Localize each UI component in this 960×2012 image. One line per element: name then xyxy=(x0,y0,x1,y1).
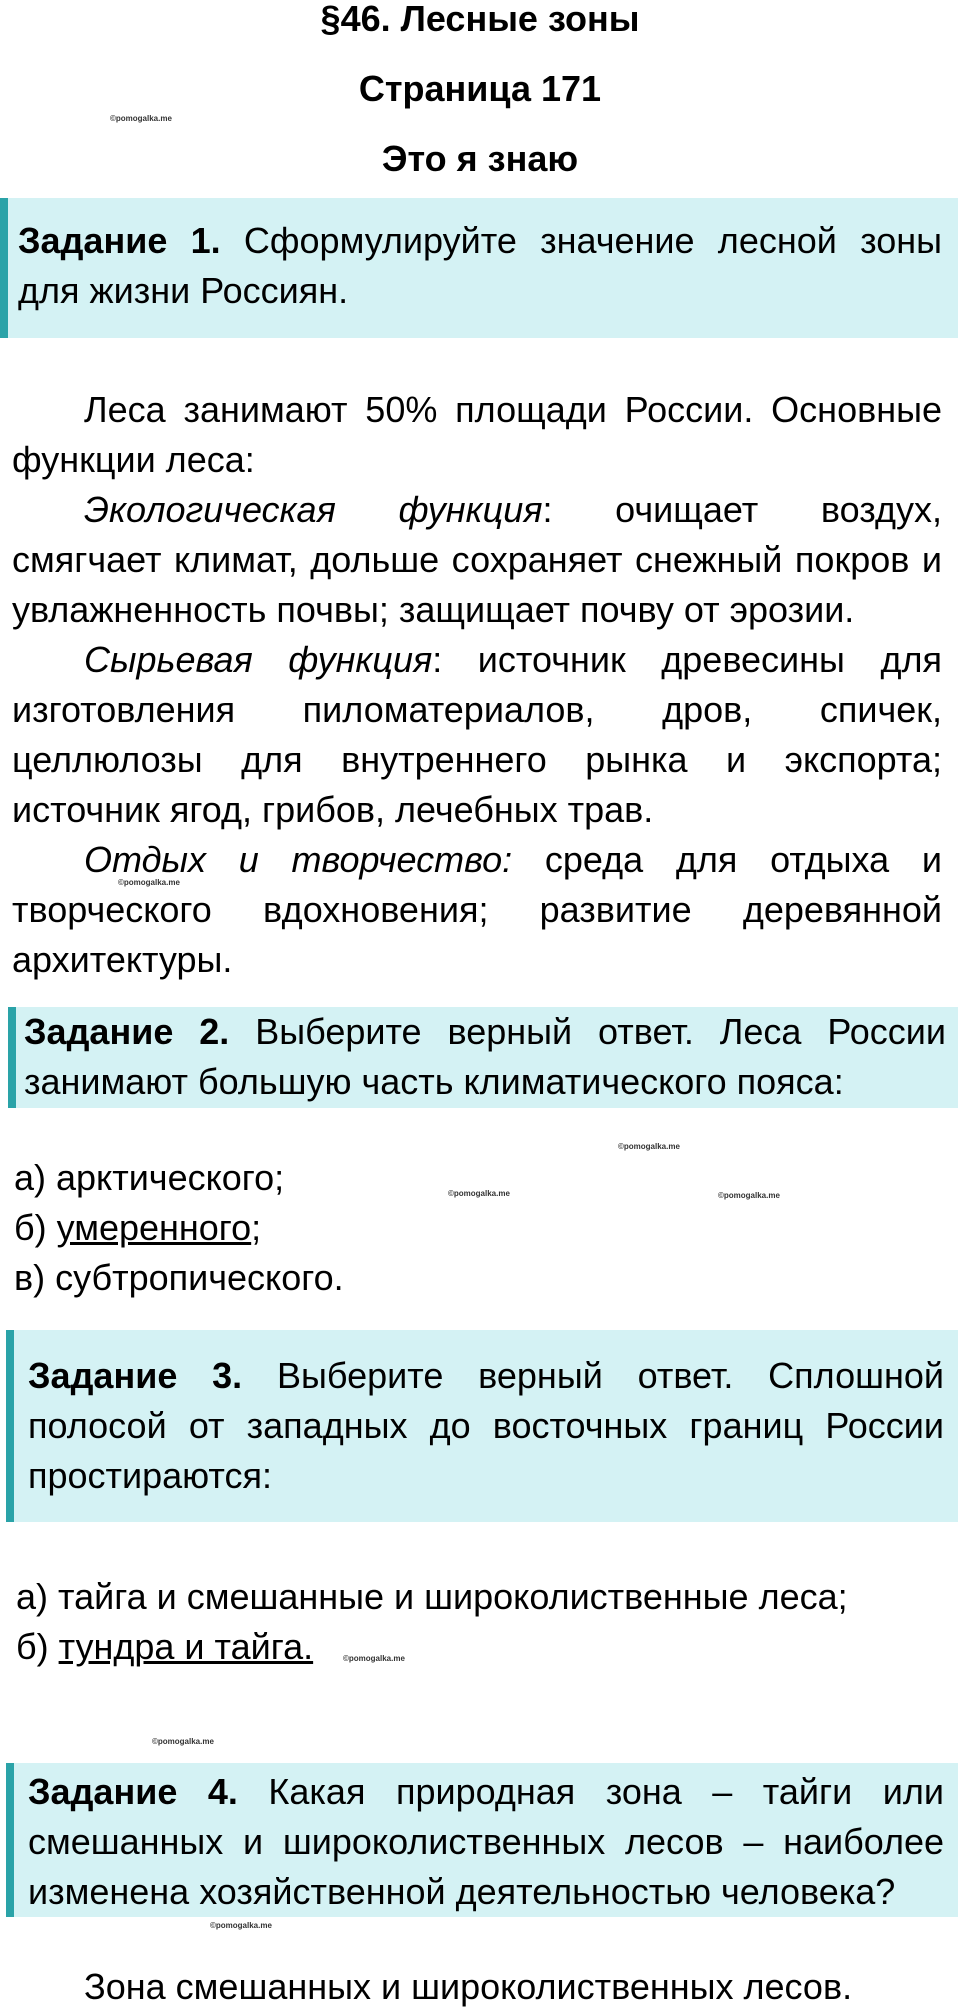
recreation-text: среда для отдыха и творческого вдохновения; развитие деревянной архитектуры. xyxy=(12,839,942,980)
task-4-box xyxy=(6,1763,958,1917)
task-1-box xyxy=(0,198,958,338)
ecological-function-text: : очищает воздух, смягчает климат, дольше сохраняет снежный покров и увлажненность почвы; защищает почву от эрозии. xyxy=(12,489,942,630)
ecological-function-term: Экологическая функция xyxy=(84,489,543,530)
recreation-term: Отдых и творчество: xyxy=(84,839,513,880)
answer-4: Зона смешанных и широколиственных лесов. xyxy=(84,1966,853,2007)
page-title: §46. Лесные зоны xyxy=(320,0,640,39)
watermark: ©pomogalka.me xyxy=(618,1142,680,1151)
task-3-box xyxy=(6,1330,958,1522)
watermark: ©pomogalka.me xyxy=(210,1921,272,1930)
answer-1-intro: Леса занимают 50% площади России. Основные функции леса: xyxy=(12,389,942,480)
task-3-text: Выберите верный ответ. Сплошной полосой от западных до восточных границ России простираются: xyxy=(28,1355,945,1496)
raw-material-function-text: : источник древесины для изготовления пиломатериалов, дров, спичек, целлюлозы для внутреннего рынка и экспорта; источник ягод, грибов, лечебных трав. xyxy=(12,639,942,830)
task-4-label: Задание 4. xyxy=(28,1771,238,1812)
page-number: Страница 171 xyxy=(358,68,602,109)
option-a: а) арктического; xyxy=(14,1157,285,1198)
watermark: ©pomogalka.me xyxy=(110,114,172,123)
watermark: ©pomogalka.me xyxy=(118,878,180,887)
option-c: в) субтропического. xyxy=(14,1257,344,1298)
watermark: ©pomogalka.me xyxy=(343,1654,405,1663)
task-2-text: Выберите верный ответ. Леса России занимают большую часть климатического пояса: xyxy=(24,1011,946,1102)
task-3-label: Задание 3. xyxy=(28,1355,243,1396)
option-b-correct: б) умеренного; xyxy=(14,1207,262,1248)
watermark: ©pomogalka.me xyxy=(152,1737,214,1746)
task-2-box xyxy=(8,1007,958,1108)
raw-material-function-term: Сырьевая функция xyxy=(84,639,433,680)
watermark: ©pomogalka.me xyxy=(718,1191,780,1200)
answer-3-options xyxy=(16,1572,916,1672)
task-1-text: Сформулируйте значение лесной зоны для жизни Россиян. xyxy=(18,220,942,311)
option-b-correct: б) тундра и тайга. xyxy=(16,1626,314,1667)
option-a: а) тайга и смешанные и широколиственные леса; xyxy=(16,1576,848,1617)
answer-1 xyxy=(12,385,942,985)
task-2-label: Задание 2. xyxy=(24,1011,230,1052)
task-1-label: Задание 1. xyxy=(18,220,221,261)
answer-2-options xyxy=(14,1153,514,1303)
task-4-text: Какая природная зона – тайги или смешанных и широколиственных лесов – наиболее изменена хозяйственной деятельностью человека? xyxy=(28,1771,944,1912)
watermark: ©pomogalka.me xyxy=(448,1189,510,1198)
section-heading: Это я знаю xyxy=(381,138,579,179)
